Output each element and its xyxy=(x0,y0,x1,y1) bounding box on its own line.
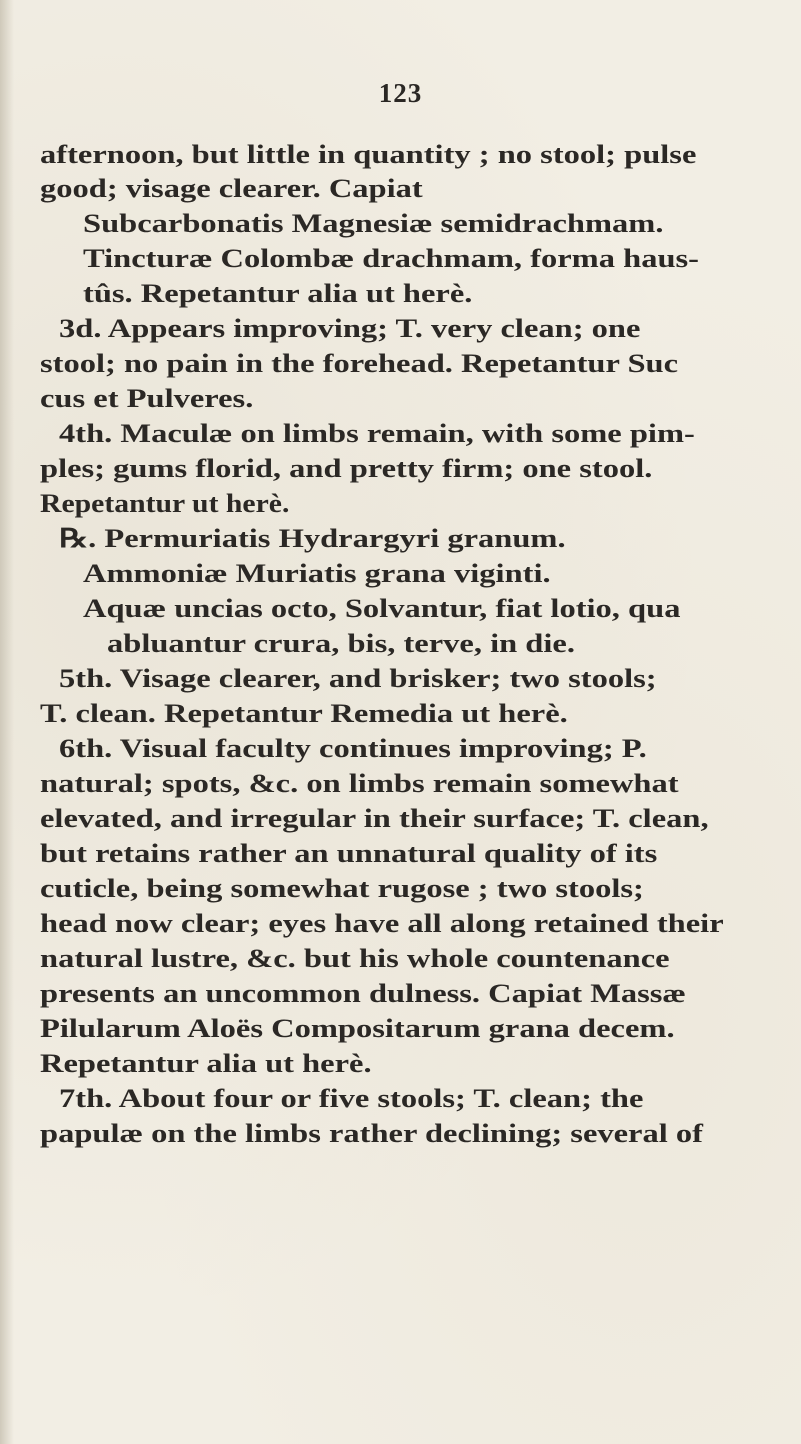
text-line: Ammoniæ Muriatis grana viginti. xyxy=(83,559,551,588)
text-line: Aquæ uncias octo, Solvantur, fiat lotio, qua xyxy=(83,594,681,623)
text-line: 7th. About four or five stools; T. clean; the xyxy=(59,1084,644,1113)
text-line: 4th. Maculæ on limbs remain, with some pim- xyxy=(59,419,695,448)
text-line: afternoon, but little in quantity ; no stool; pulse xyxy=(40,140,697,169)
text-line: good; visage clearer. Capiat xyxy=(40,174,423,203)
text-line: ℞. Permuriatis Hydrargyri granum. xyxy=(59,524,566,553)
text-line: papulæ on the limbs rather declining; several of xyxy=(40,1119,703,1148)
text-line: T. clean. Repetantur Remedia ut herè. xyxy=(40,699,568,728)
text-line: Tincturæ Colombæ drachmam, forma haus- xyxy=(83,244,699,273)
text-line: cuticle, being somewhat rugose ; two stools; xyxy=(40,874,644,903)
text-line: Repetantur alia ut herè. xyxy=(40,1049,372,1078)
text-line: 5th. Visage clearer, and brisker; two stools; xyxy=(59,664,657,693)
text-line: tûs. Repetantur alia ut herè. xyxy=(83,279,473,308)
text-line: but retains rather an unnatural quality of its xyxy=(40,839,658,868)
text-line: natural; spots, &c. on limbs remain somewhat xyxy=(40,769,679,798)
text-line: elevated, and irregular in their surface; T. clean, xyxy=(40,804,709,833)
text-line: cus et Pulveres. xyxy=(40,384,254,413)
text-line: 6th. Visual faculty continues improving; P. xyxy=(59,734,647,763)
text-line: head now clear; eyes have all along retained their xyxy=(40,909,724,938)
text-line: stool; no pain in the forehead. Repetantur Suc xyxy=(40,349,679,378)
text-line: Subcarbonatis Magnesiæ semidrachmam. xyxy=(83,209,664,238)
text-line: ples; gums florid, and pretty firm; one stool. xyxy=(40,454,653,483)
page-gutter-shadow xyxy=(0,0,14,1444)
text-line: natural lustre, &c. but his whole countenance xyxy=(40,944,670,973)
text-line: abluantur crura, bis, terve, in die. xyxy=(107,629,575,658)
text-line: 3d. Appears improving; T. very clean; one xyxy=(59,314,641,343)
text-line: Repetantur ut herè. xyxy=(40,489,290,518)
text-line: Pilularum Aloës Compositarum grana decem. xyxy=(40,1014,675,1043)
text-line: presents an uncommon dulness. Capiat Massæ xyxy=(40,979,686,1008)
page-number: 123 xyxy=(378,78,423,108)
